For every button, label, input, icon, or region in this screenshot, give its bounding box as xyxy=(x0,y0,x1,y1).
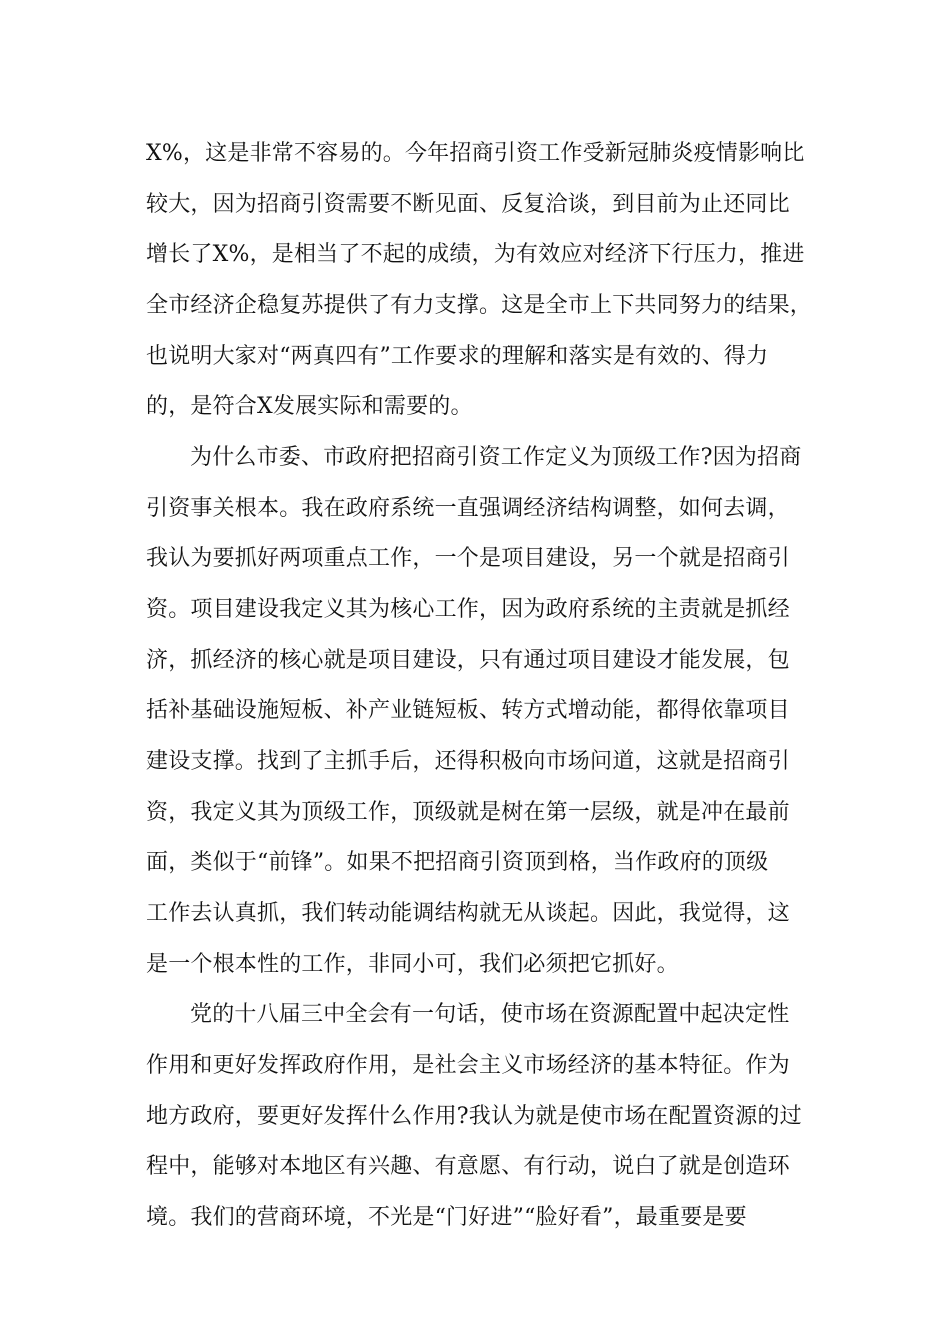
text-line: 为什么市委、市政府把招商引资工作定义为顶级工作?因为招商 xyxy=(190,445,802,470)
text-line: 较大，因为招商引资需要不断见面、反复洽谈，到目前为止还同比 xyxy=(146,192,790,217)
text-line: 面，类似于“前锋”。如果不把招商引资顶到格，当作政府的顶级 xyxy=(146,850,769,875)
text-line: 增长了X%，是相当了不起的成绩，为有效应对经济下行压力，推进 xyxy=(146,242,805,267)
text-line: 程中，能够对本地区有兴趣、有意愿、有行动，说白了就是创造环 xyxy=(146,1154,790,1179)
text-line: 境。我们的营商环境，不光是“门好进”“脸好看”，最重要是要 xyxy=(146,1205,747,1230)
text-line: 资，我定义其为顶级工作，顶级就是树在第一层级，就是冲在最前 xyxy=(146,800,790,825)
text-line: 全市经济企稳复苏提供了有力支撑。这是全市上下共同努力的结果， xyxy=(146,293,813,318)
text-line: 我认为要抓好两项重点工作，一个是项目建设，另一个就是招商引 xyxy=(146,546,790,571)
text-line: 的，是符合X发展实际和需要的。 xyxy=(146,394,473,419)
text-line: 括补基础设施短板、补产业链短板、转方式增动能，都得依靠项目 xyxy=(146,698,790,723)
text-line: 资。项目建设我定义其为核心工作，因为政府系统的主责就是抓经 xyxy=(146,597,790,622)
text-line: 是一个根本性的工作，非同小可，我们必须把它抓好。 xyxy=(146,952,679,977)
text-line: 济，抓经济的核心就是项目建设，只有通过项目建设才能发展，包 xyxy=(146,648,790,673)
text-line: 也说明大家对“两真四有”工作要求的理解和落实是有效的、得力 xyxy=(146,344,769,369)
text-line: 建设支撑。找到了主抓手后，还得积极向市场问道，这就是招商引 xyxy=(146,749,790,774)
text-line: 党的十八届三中全会有一句话，使市场在资源配置中起决定性 xyxy=(190,1002,790,1027)
text-line: 地方政府，要更好发挥什么作用?我认为就是使市场在配置资源的过 xyxy=(146,1104,802,1129)
text-line: X%，这是非常不容易的。今年招商引资工作受新冠肺炎疫情影响比 xyxy=(146,141,805,166)
text-line: 工作去认真抓，我们转动能调结构就无从谈起。因此，我觉得，这 xyxy=(146,901,790,926)
text-line: 引资事关根本。我在政府系统一直强调经济结构调整，如何去调， xyxy=(146,496,790,521)
text-line: 作用和更好发挥政府作用，是社会主义市场经济的基本特征。作为 xyxy=(146,1053,790,1078)
